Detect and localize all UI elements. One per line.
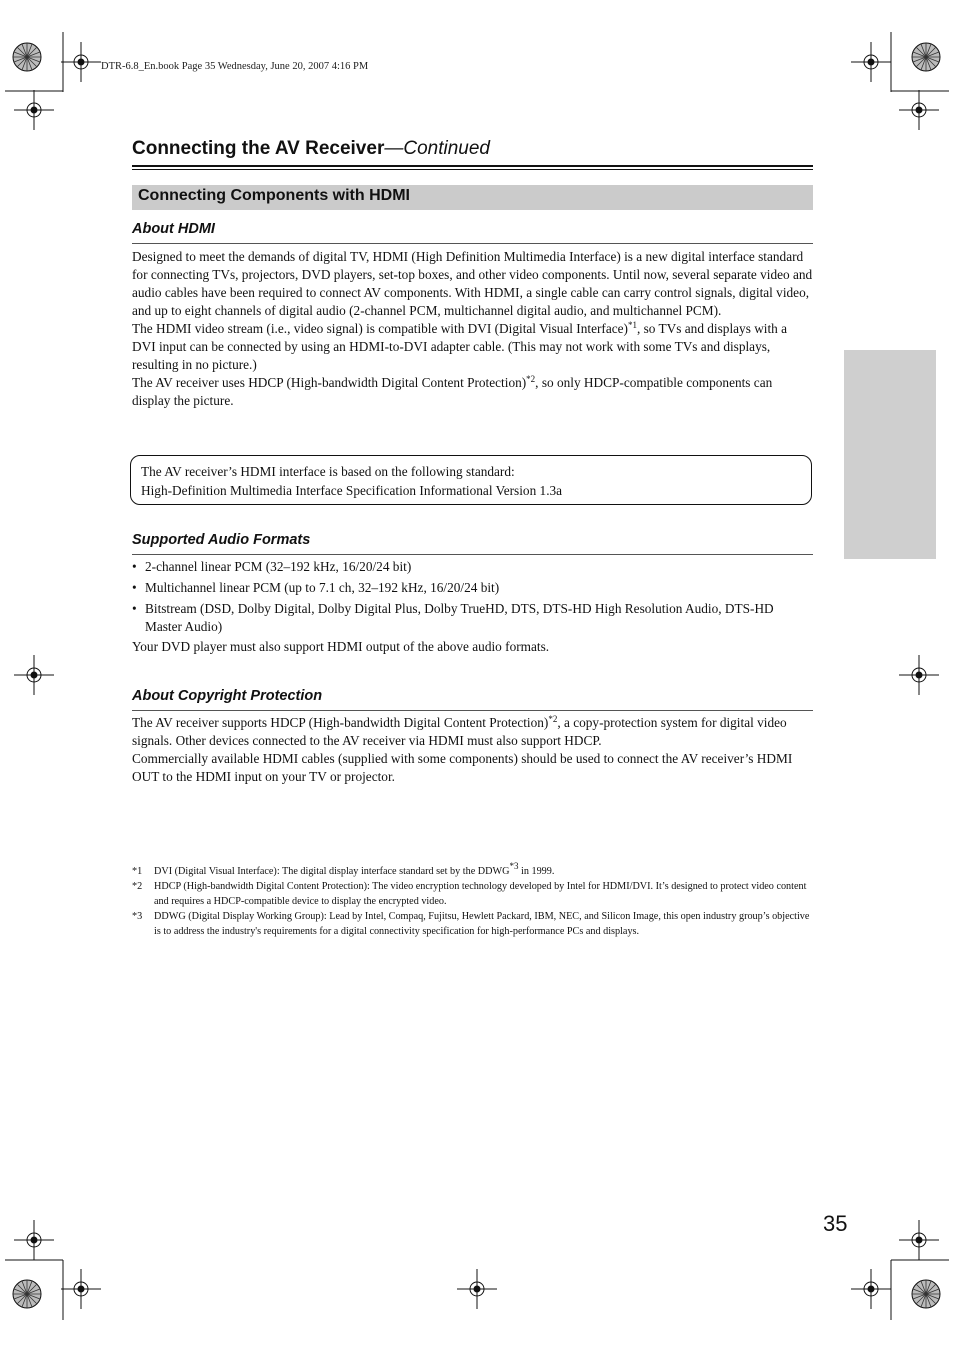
copyright-body [132, 714, 813, 786]
para3-text-b: , so only HDCP-compatible components can display the picture. [132, 375, 773, 408]
title-rule-thin [132, 169, 813, 170]
footnote-text: DDWG (Digital Display Working Group): Lead by Intel, Compaq, Fujitsu, Hewlett Packard, IBM, NEC, and Silicon Image, this open industry group’s objective is to address the industry's requirements for a digital connectivity specification for high-performance PCs and displays. [154, 911, 810, 937]
list-item-text: Bitstream (DSD, Dolby Digital, Dolby Digital Plus, Dolby TrueHD, DTS, DTS-HD High Resolution Audio, DTS-HD Master Audio) [145, 601, 774, 634]
list-item [132, 579, 813, 597]
copyright-heading: About Copyright Protection [132, 688, 323, 704]
audio-formats-list [132, 558, 813, 639]
para2-text-a: The HDMI video stream (i.e., video signal) is compatible with DVI (Digital Visual Interface) [132, 321, 628, 336]
audio-formats-rule [132, 554, 813, 555]
footnote-ref-2: *2 [526, 374, 536, 384]
para2-text-b: , so TVs and displays with a DVI input can be connected by using an HDMI-to-DVI adapter cable. (This may not work with some TVs and displays, resulting in no picture.) [132, 321, 788, 372]
page-title-main: Connecting the AV Receiver [132, 138, 385, 159]
about-hdmi-para-2 [132, 320, 813, 374]
footnote-2 [132, 879, 813, 909]
about-hdmi-para-1: Designed to meet the demands of digital TV, HDMI (High Definition Multimedia Interface) is a new digital interface standard for connecting TVs, projectors, DVD players, set-top boxes, and other video components. Until now, several separate video and audio cables have been required to connect AV components. With HDMI, a single cable can carry control signals, digital video, and up to eight channels of digital audio (2-channel PCM, multichannel digital audio, and multichannel PCM). [132, 249, 813, 318]
footnotes [132, 861, 813, 939]
audio-formats-closing: Your DVD player must also support HDMI output of the above audio formats. [132, 639, 550, 654]
footnote-text: HDCP (High-bandwidth Digital Content Protection): The video encryption technology developed by Intel for HDMI/DVI. It’s designed to protect video content and requires a HDCP-compatible device to display the encrypted video. [154, 881, 807, 907]
page-title [132, 138, 490, 160]
about-hdmi-rule [132, 243, 813, 244]
footnote-1 [132, 861, 813, 879]
copyright-para-2: Commercially available HDMI cables (supplied with some components) should be used to connect the AV receiver’s HDMI OUT to the HDMI input on your TV or projector. [132, 751, 793, 784]
about-hdmi-para-3 [132, 374, 813, 410]
audio-formats-heading: Supported Audio Formats [132, 532, 311, 548]
footnote-3 [132, 909, 813, 939]
footnote-text-end: in 1999. [518, 866, 555, 877]
footnote-ref-2b: *2 [548, 714, 558, 724]
footnote-text: DVI (Digital Visual Interface): The digital display interface standard set by the DDWG [154, 866, 510, 877]
copyright-para-1 [132, 714, 813, 750]
list-item-text: 2-channel linear PCM (32–192 kHz, 16/20/24 bit) [145, 559, 412, 574]
para3-text-a: The AV receiver uses HDCP (High-bandwidth Digital Content Protection) [132, 375, 527, 390]
note-line-1: The AV receiver’s HDMI interface is based on the following standard: [141, 464, 515, 479]
standard-note-box [130, 455, 812, 505]
list-item-text: Multichannel linear PCM (up to 7.1 ch, 32–192 kHz, 16/20/24 bit) [145, 580, 500, 595]
bullet-icon: • [132, 601, 137, 616]
about-hdmi-body [132, 248, 813, 410]
footnote-ref-1: *1 [627, 320, 637, 330]
copyright-rule [132, 710, 813, 711]
page-title-continued: —Continued [384, 138, 490, 159]
note-line-2: High-Definition Multimedia Interface Specification Informational Version 1.3a [141, 483, 563, 498]
list-item [132, 600, 813, 636]
footnote-mark: *2 [132, 881, 143, 892]
footnote-mark: *3 [132, 911, 143, 922]
page-number: 35 [823, 1211, 848, 1236]
section-title: Connecting Components with HDMI [138, 187, 410, 204]
footnote-mark: *1 [132, 866, 143, 877]
bullet-icon: • [132, 580, 137, 595]
side-tab [844, 350, 936, 559]
list-item [132, 558, 813, 576]
copyright-text-b: , a copy-protection system for digital video signals. Other devices connected to the AV receiver via HDMI must also support HDCP. [132, 715, 787, 748]
bullet-icon: • [132, 559, 137, 574]
print-header-info: DTR-6.8_En.book Page 35 Wednesday, June 20, 2007 4:16 PM [101, 61, 369, 72]
title-rule [132, 165, 813, 167]
copyright-text-a: The AV receiver supports HDCP (High-bandwidth Digital Content Protection) [132, 715, 549, 730]
footnote-ref-3: *3 [509, 861, 519, 871]
about-hdmi-heading: About HDMI [132, 221, 215, 237]
